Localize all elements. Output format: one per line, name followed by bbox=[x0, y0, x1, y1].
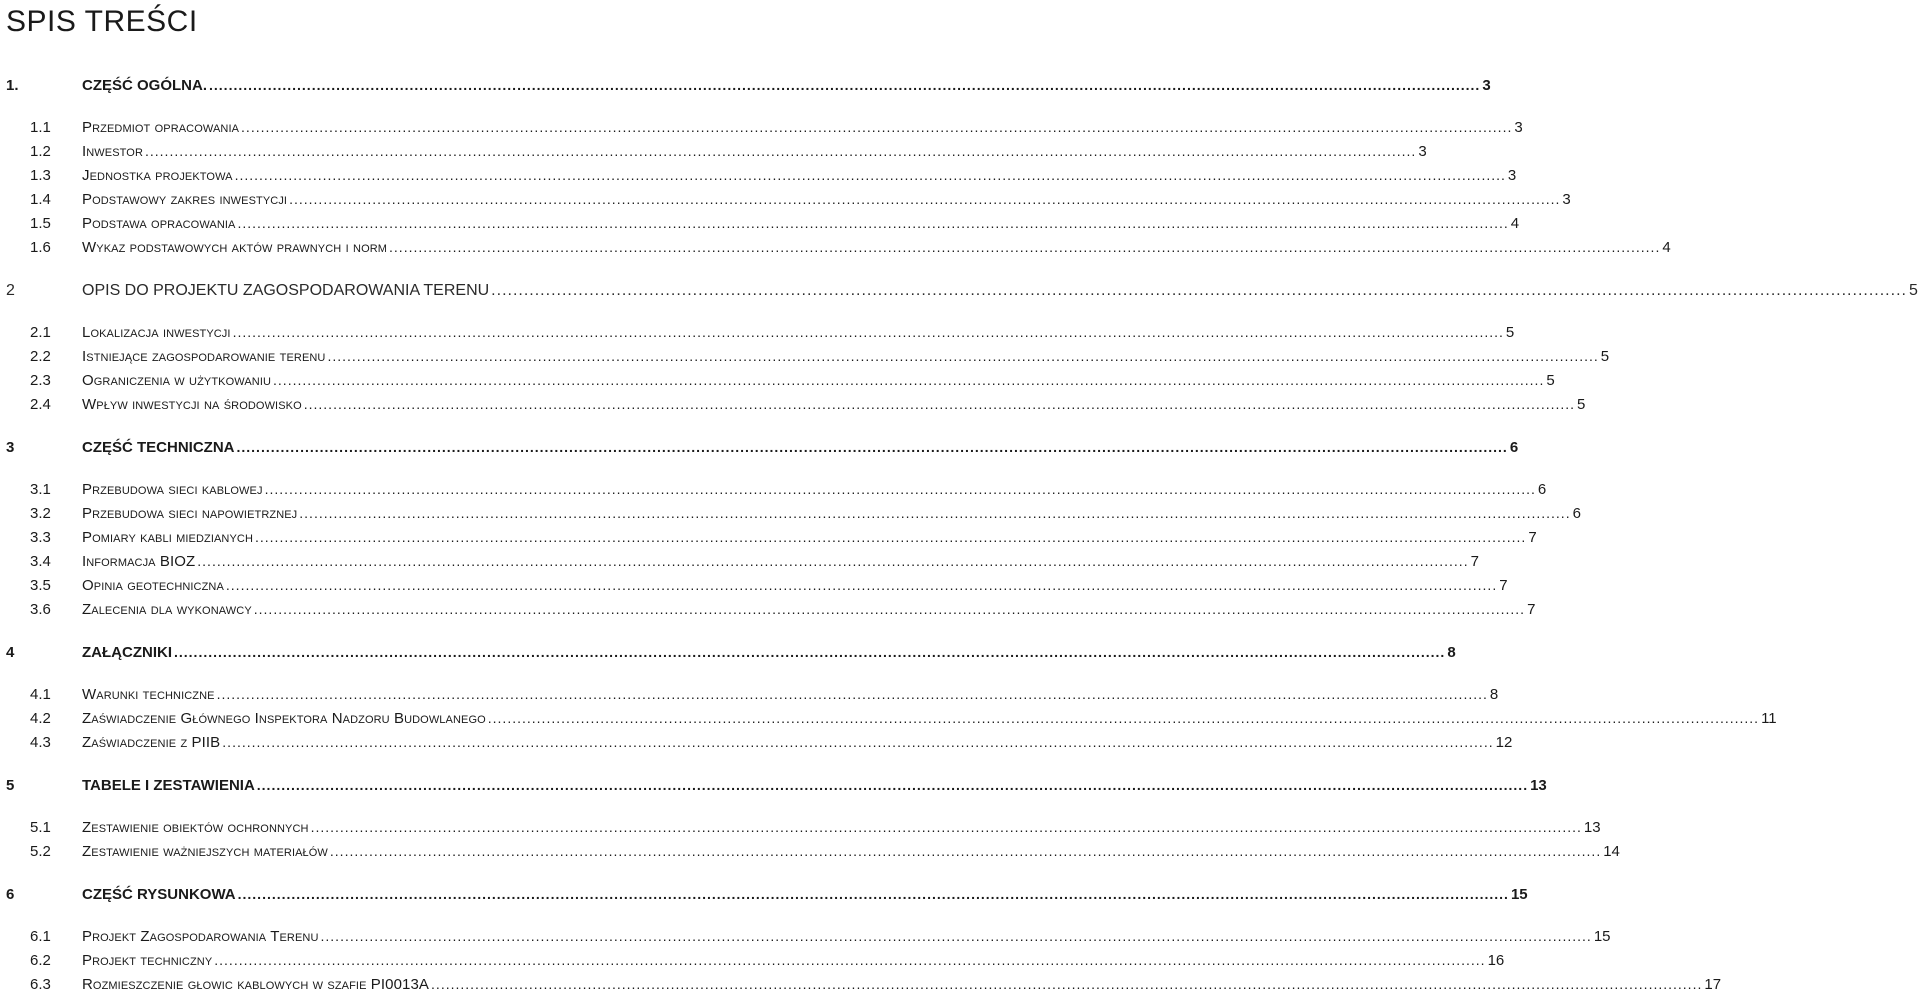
toc-number: 1.4 bbox=[30, 191, 51, 208]
toc-title: Rozmieszczenie głowic kablowych w szafie PI0013A bbox=[82, 976, 430, 993]
toc-title: Zestawienie ważniejszych materiałów bbox=[82, 843, 328, 860]
toc-number: 6.3 bbox=[30, 976, 51, 993]
toc-title: Projekt Zagospodarowania Terenu bbox=[82, 928, 319, 945]
toc-leader: .................................................................................................................................................................................................................................................................... bbox=[289, 191, 1561, 207]
toc-section[interactable] bbox=[0, 971, 1722, 995]
toc-leader: .................................................................................................................................................................................................................................................................... bbox=[256, 777, 1529, 793]
toc-number: 3 bbox=[6, 439, 15, 456]
toc-leader: .................................................................................................................................................................................................................................................................... bbox=[145, 143, 1417, 159]
toc-section[interactable] bbox=[0, 343, 1610, 367]
toc-page-number: 4 bbox=[1510, 215, 1520, 232]
toc-number: 1.2 bbox=[30, 143, 51, 160]
toc-leader: .................................................................................................................................................................................................................................................................... bbox=[329, 843, 1602, 859]
toc-number: 6 bbox=[6, 886, 15, 903]
toc-page-number: 4 bbox=[1662, 239, 1671, 256]
toc-section[interactable] bbox=[0, 923, 1611, 947]
toc-leader: .................................................................................................................................................................................................................................................................... bbox=[241, 119, 1513, 135]
toc-page-number: 7 bbox=[1499, 577, 1508, 594]
toc-number: 1.3 bbox=[30, 167, 51, 184]
toc-page-number: 6 bbox=[1572, 505, 1581, 522]
toc-number: 5.2 bbox=[30, 843, 51, 860]
toc-number: 3.1 bbox=[30, 481, 51, 498]
toc-section[interactable] bbox=[0, 705, 1777, 729]
toc-page-number: 5 bbox=[1577, 396, 1586, 413]
toc-leader: .................................................................................................................................................................................................................................................................... bbox=[232, 324, 1504, 340]
toc-chapter[interactable] bbox=[0, 772, 1547, 796]
toc-number: 2.1 bbox=[30, 324, 51, 341]
toc-title: Zalecenia dla wykonawcy bbox=[82, 601, 252, 618]
toc-section[interactable] bbox=[0, 814, 1601, 838]
toc-title: CZĘŚĆ TECHNICZNA bbox=[82, 439, 235, 456]
toc-title: Inwestor bbox=[82, 143, 143, 160]
toc-leader: .................................................................................................................................................................................................................................................................... bbox=[216, 686, 1488, 702]
toc-number: 4 bbox=[6, 644, 15, 661]
toc-title: Istniejące zagospodarowanie terenu bbox=[82, 348, 326, 365]
toc-title: Projekt techniczny bbox=[82, 952, 213, 969]
toc-section[interactable] bbox=[0, 729, 1513, 753]
toc-chapter[interactable] bbox=[0, 72, 1491, 96]
toc-section[interactable] bbox=[0, 234, 1671, 258]
toc-number: 3.4 bbox=[30, 553, 51, 570]
toc-section[interactable] bbox=[0, 114, 1523, 138]
toc-leader: .................................................................................................................................................................................................................................................................... bbox=[255, 529, 1527, 545]
toc-page-number: 17 bbox=[1704, 976, 1722, 993]
toc-page-number: 15 bbox=[1510, 886, 1528, 903]
toc-page-number: 12 bbox=[1495, 734, 1513, 751]
toc-leader: .................................................................................................................................................................................................................................................................... bbox=[327, 348, 1599, 364]
toc-page-number: 3 bbox=[1482, 77, 1491, 94]
toc-title: Opinia geotechniczna bbox=[82, 577, 224, 594]
toc-page-number: 6 bbox=[1537, 481, 1547, 498]
toc-title: Jednostka projektowa bbox=[82, 167, 233, 184]
toc-number: 1.6 bbox=[30, 239, 51, 256]
toc-title: Lokalizacja inwestycji bbox=[82, 324, 231, 341]
toc-title: Informacja BIOZ bbox=[82, 553, 196, 570]
toc-number: 3.2 bbox=[30, 505, 51, 522]
toc-page-number: 16 bbox=[1487, 952, 1505, 969]
toc-page-number: 3 bbox=[1507, 167, 1517, 184]
toc-chapter[interactable] bbox=[0, 277, 1918, 301]
toc-page-number: 5 bbox=[1600, 348, 1610, 365]
toc-leader: .................................................................................................................................................................................................................................................................... bbox=[236, 439, 1508, 455]
toc-chapter[interactable] bbox=[0, 639, 1456, 663]
toc-page-number: 13 bbox=[1583, 819, 1601, 836]
toc-page-number: 8 bbox=[1489, 686, 1499, 703]
toc-leader: .................................................................................................................................................................................................................................................................... bbox=[222, 734, 1494, 750]
toc-leader: .................................................................................................................................................................................................................................................................... bbox=[491, 282, 1907, 299]
toc-number: 6.2 bbox=[30, 952, 51, 969]
toc-number: 5 bbox=[6, 777, 15, 794]
toc-leader: .................................................................................................................................................................................................................................................................... bbox=[299, 505, 1571, 521]
toc-section[interactable] bbox=[0, 186, 1571, 210]
toc-leader: .................................................................................................................................................................................................................................................................... bbox=[214, 952, 1486, 968]
toc-number: 1.5 bbox=[30, 215, 51, 232]
toc-title: Wpływ inwestycji na środowisko bbox=[82, 396, 302, 413]
toc-title: Pomiary kabli miedzianych bbox=[82, 529, 253, 546]
toc-number: 4.3 bbox=[30, 734, 51, 751]
toc-title: Podstawowy zakres inwestycji bbox=[82, 191, 288, 208]
toc-section[interactable] bbox=[0, 524, 1537, 548]
toc-page-number: 3 bbox=[1562, 191, 1571, 208]
toc-leader: .................................................................................................................................................................................................................................................................... bbox=[273, 372, 1545, 388]
toc-title: Zaświadczenie Głównego Inspektora Nadzoru Budowlanego bbox=[82, 710, 486, 727]
toc-page-number: 3 bbox=[1418, 143, 1427, 160]
toc-number: 2.3 bbox=[30, 372, 51, 389]
toc-page-number: 5 bbox=[1546, 372, 1555, 389]
toc-section[interactable] bbox=[0, 210, 1520, 234]
toc-number: 1.1 bbox=[30, 119, 51, 136]
toc-number: 2.4 bbox=[30, 396, 51, 413]
toc-section[interactable] bbox=[0, 947, 1505, 971]
toc-leader: .................................................................................................................................................................................................................................................................... bbox=[487, 710, 1760, 726]
toc-page-number: 13 bbox=[1530, 777, 1547, 794]
toc-title: ZAŁĄCZNIKI bbox=[82, 644, 172, 661]
toc-title: Przedmiot opracowania bbox=[82, 119, 240, 136]
toc-section[interactable] bbox=[0, 476, 1547, 500]
toc-number: 3.5 bbox=[30, 577, 51, 594]
toc-leader: .................................................................................................................................................................................................................................................................... bbox=[209, 77, 1481, 93]
toc-section[interactable] bbox=[0, 319, 1515, 343]
toc-leader: .................................................................................................................................................................................................................................................................... bbox=[431, 976, 1703, 992]
toc-leader: .................................................................................................................................................................................................................................................................... bbox=[225, 577, 1498, 593]
toc-section[interactable] bbox=[0, 391, 1586, 415]
toc-page-number: 5 bbox=[1908, 282, 1918, 299]
toc-title: Zestawienie obiektów ochronnych bbox=[82, 819, 309, 836]
toc-title: Przebudowa sieci napowietrznej bbox=[82, 505, 298, 522]
toc-title: CZĘŚĆ OGÓLNA. bbox=[82, 77, 208, 94]
toc-leader: .................................................................................................................................................................................................................................................................... bbox=[174, 644, 1446, 660]
toc-page-number: 14 bbox=[1603, 843, 1620, 860]
toc-leader: .................................................................................................................................................................................................................................................................... bbox=[264, 481, 1536, 497]
toc-title: Ograniczenia w użytkowaniu bbox=[82, 372, 272, 389]
toc-number: 4.2 bbox=[30, 710, 51, 727]
toc-number: 3.3 bbox=[30, 529, 51, 546]
toc-number: 4.1 bbox=[30, 686, 51, 703]
toc-title: Zaświadczenie z PIIB bbox=[82, 734, 221, 751]
toc-page-number: 8 bbox=[1447, 644, 1456, 661]
toc-number: 2 bbox=[6, 282, 15, 299]
toc-title: OPIS DO PROJEKTU ZAGOSPODAROWANIA TERENU bbox=[82, 282, 490, 299]
toc-title: Wykaz podstawowych aktów prawnych i norm bbox=[82, 239, 388, 256]
toc-number: 5.1 bbox=[30, 819, 51, 836]
toc-leader: .................................................................................................................................................................................................................................................................... bbox=[237, 886, 1509, 902]
toc-chapter[interactable] bbox=[0, 881, 1528, 905]
toc-page-number: 6 bbox=[1509, 439, 1519, 456]
toc-chapter[interactable] bbox=[0, 434, 1519, 458]
toc-number: 2.2 bbox=[30, 348, 51, 365]
toc-title: Warunki techniczne bbox=[82, 686, 215, 703]
toc-leader: .................................................................................................................................................................................................................................................................... bbox=[237, 215, 1509, 231]
toc-leader: .................................................................................................................................................................................................................................................................... bbox=[303, 396, 1576, 412]
toc-section[interactable] bbox=[0, 572, 1508, 596]
toc-leader: .................................................................................................................................................................................................................................................................... bbox=[389, 239, 1661, 255]
toc-leader: .................................................................................................................................................................................................................................................................... bbox=[234, 167, 1506, 183]
toc-page-number: 7 bbox=[1528, 529, 1537, 546]
toc-section[interactable] bbox=[0, 596, 1536, 620]
toc-page-number: 5 bbox=[1505, 324, 1515, 341]
toc-page-number: 3 bbox=[1514, 119, 1523, 136]
toc-leader: .................................................................................................................................................................................................................................................................... bbox=[310, 819, 1582, 835]
toc-leader: .................................................................................................................................................................................................................................................................... bbox=[197, 553, 1469, 569]
toc-section[interactable] bbox=[0, 138, 1427, 162]
toc-section[interactable] bbox=[0, 681, 1499, 705]
toc-page-number: 15 bbox=[1593, 928, 1611, 945]
toc-section[interactable] bbox=[0, 548, 1479, 572]
toc-number: 1. bbox=[6, 77, 19, 94]
toc-section[interactable] bbox=[0, 838, 1620, 862]
toc-section[interactable] bbox=[0, 500, 1581, 524]
toc-title: TABELE I ZESTAWIENIA bbox=[82, 777, 255, 794]
page-title: SPIS TREŚCI bbox=[6, 5, 198, 38]
toc-page-number: 7 bbox=[1527, 601, 1536, 618]
toc-title: Podstawa opracowania bbox=[82, 215, 236, 232]
toc-leader: .................................................................................................................................................................................................................................................................... bbox=[320, 928, 1592, 944]
toc-section[interactable] bbox=[0, 367, 1555, 391]
toc-title: Przebudowa sieci kablowej bbox=[82, 481, 263, 498]
toc-section[interactable] bbox=[0, 162, 1517, 186]
toc-title: CZĘŚĆ RYSUNKOWA bbox=[82, 886, 236, 903]
toc-leader: .................................................................................................................................................................................................................................................................... bbox=[253, 601, 1526, 617]
toc-number: 3.6 bbox=[30, 601, 51, 618]
toc-number: 6.1 bbox=[30, 928, 51, 945]
toc-page-number: 11 bbox=[1761, 710, 1777, 727]
toc-page-number: 7 bbox=[1470, 553, 1479, 570]
